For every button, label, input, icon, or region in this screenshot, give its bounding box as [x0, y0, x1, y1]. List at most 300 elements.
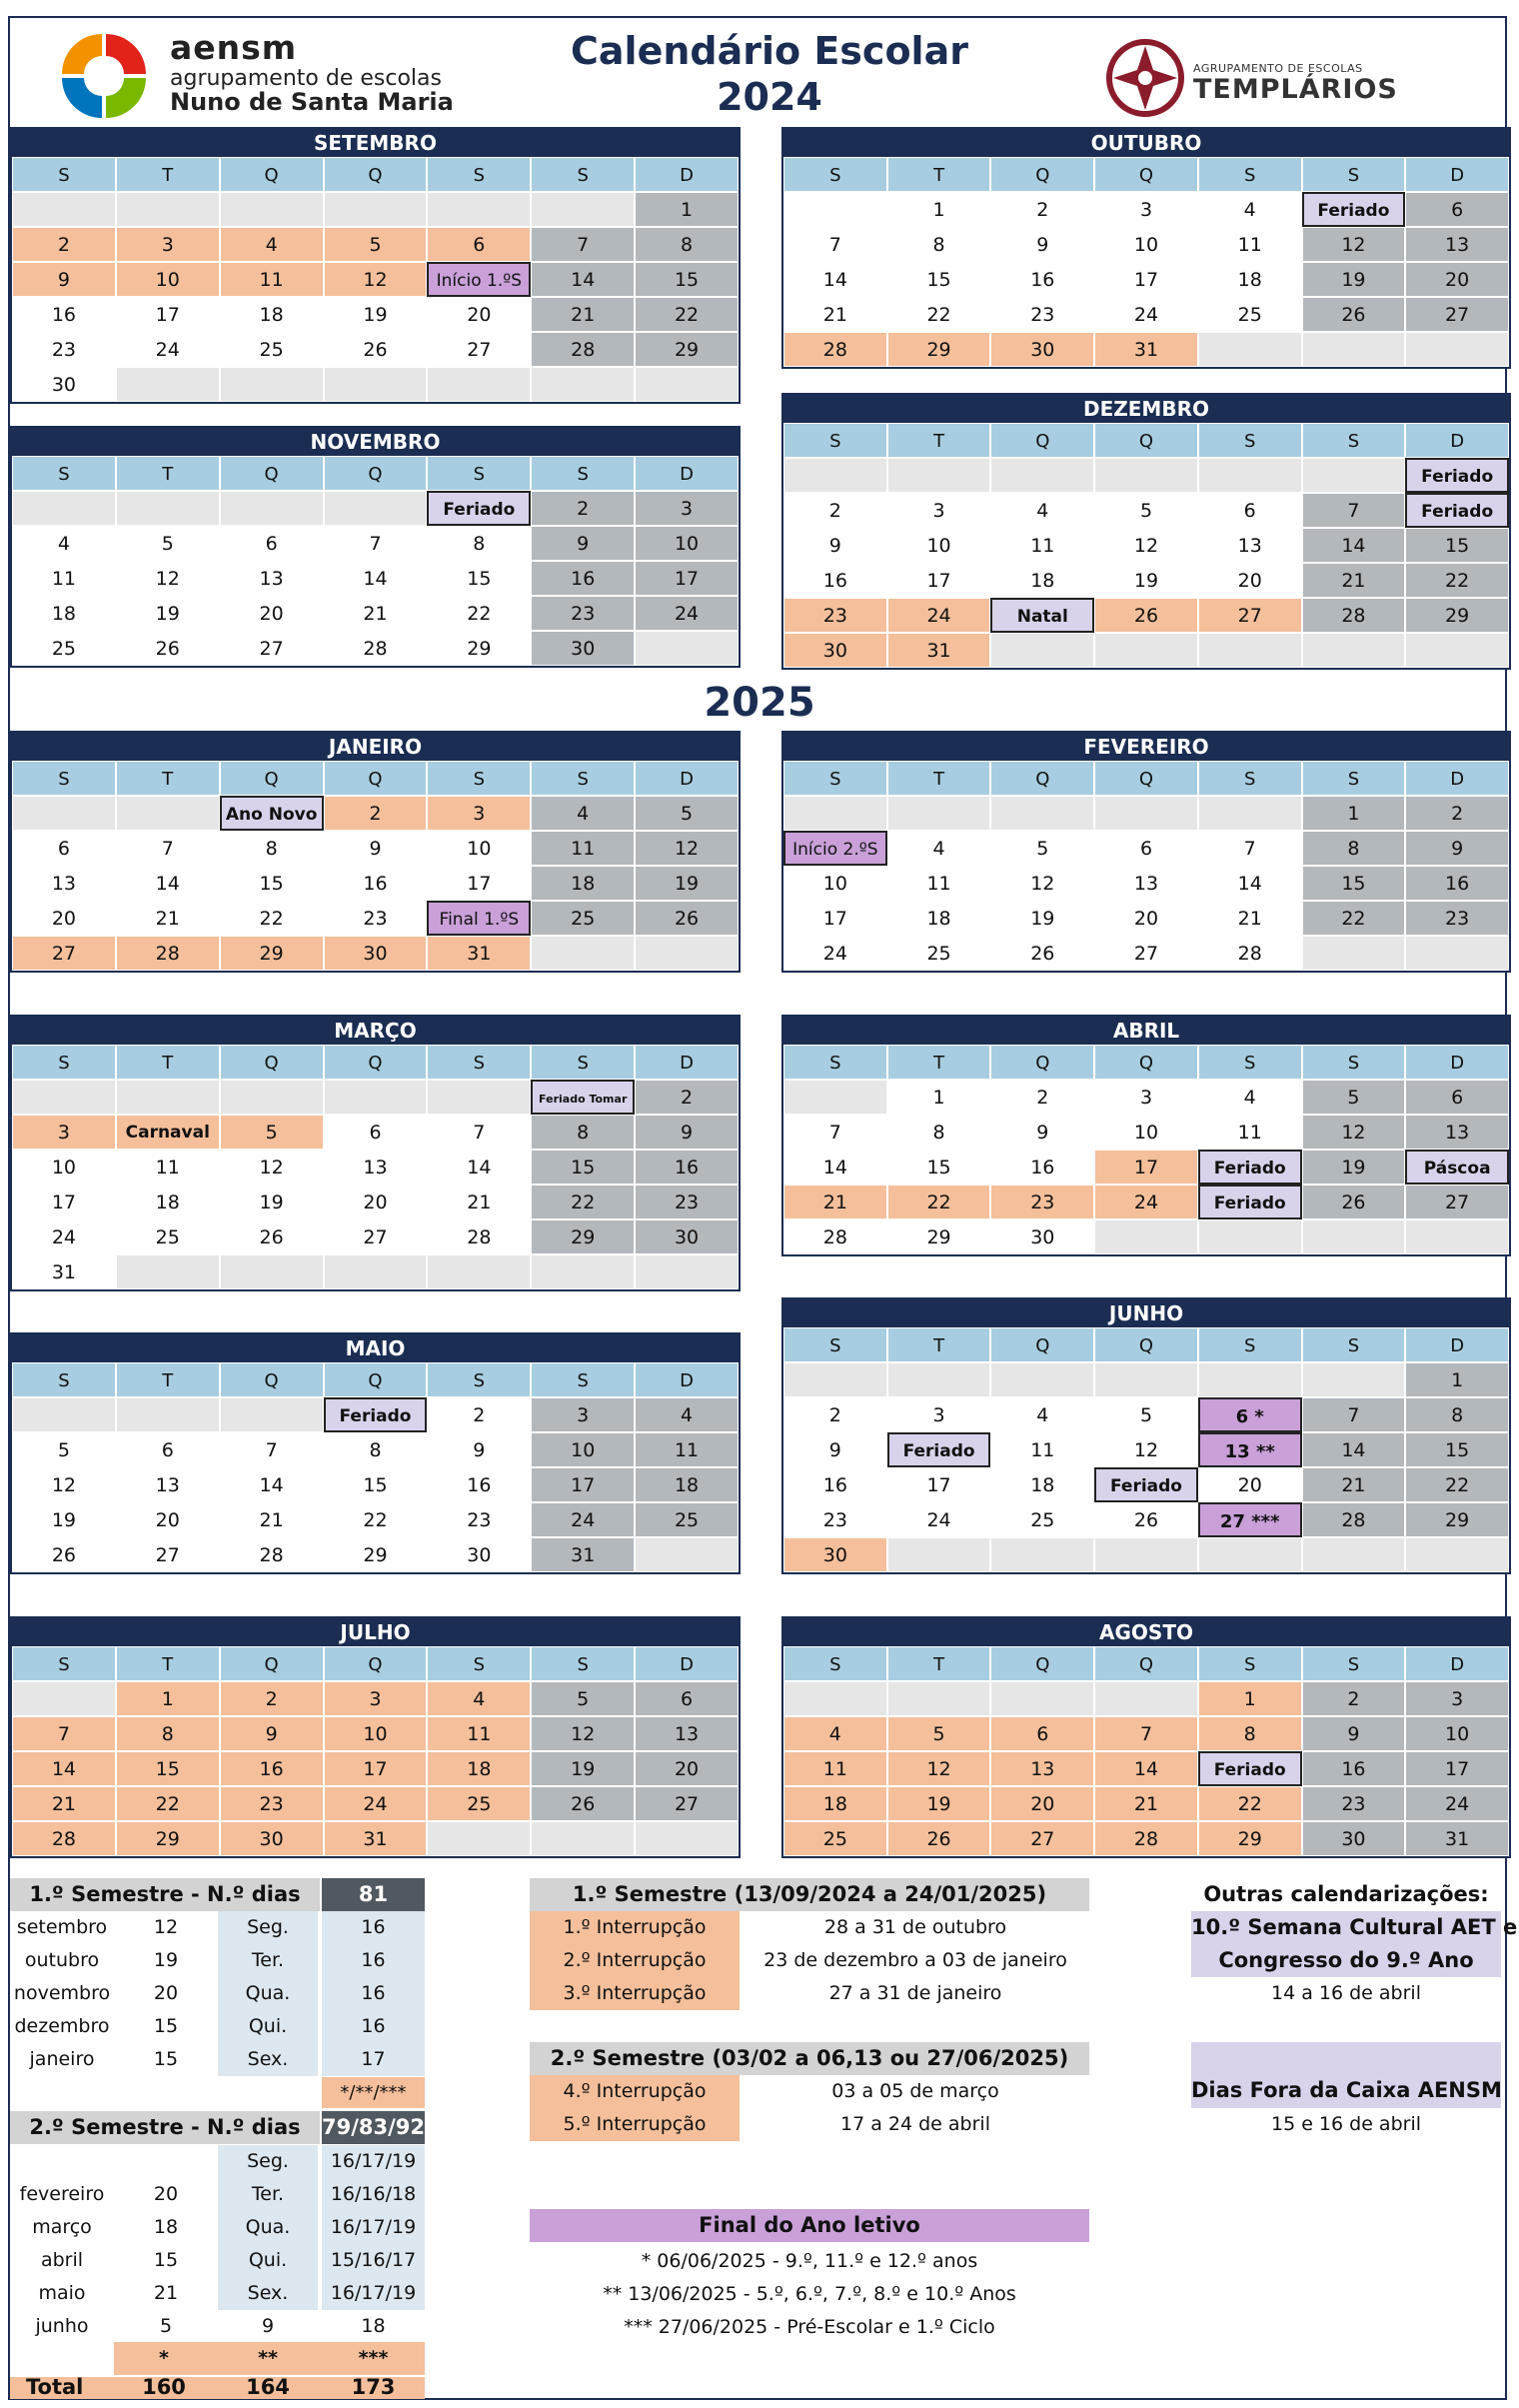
- day-cell: 13: [116, 1467, 220, 1502]
- day-cell: 18: [220, 297, 324, 332]
- empty-day-cell: [220, 1080, 324, 1115]
- day-cell: 5: [220, 1115, 324, 1150]
- day-cell: 15: [427, 561, 531, 596]
- day-cell: 18: [887, 901, 991, 936]
- semester2-first-weekday: Seg.: [218, 2145, 318, 2178]
- day-cell: 6: [220, 526, 324, 561]
- day-cell: 10: [427, 831, 531, 866]
- weekday-header: T: [887, 1646, 991, 1681]
- day-cell: 7: [1094, 1716, 1198, 1751]
- day-cell: 22: [1302, 901, 1406, 936]
- day-cell: 6: [1198, 493, 1302, 528]
- day-cell: 16: [1405, 866, 1509, 901]
- day-cell: 16: [990, 1150, 1094, 1185]
- weekday-header: T: [887, 157, 991, 192]
- day-cell: 30: [990, 1219, 1094, 1254]
- weekday-header: T: [116, 1045, 220, 1080]
- day-cell: 6: [12, 831, 116, 866]
- month-setembro: [10, 127, 741, 404]
- day-cell: 17: [635, 561, 739, 596]
- day-cell: 6: [324, 1115, 428, 1150]
- day-cell: 27: [220, 631, 324, 666]
- other-event1-line1: 10.º Semana Cultural AET e: [1191, 1915, 1518, 1939]
- day-cell: 29: [1405, 598, 1509, 633]
- day-cell: 18: [635, 1467, 739, 1502]
- weekday-header: D: [635, 456, 739, 491]
- day-cell: 28: [531, 332, 635, 367]
- day-cell: 24: [887, 1502, 991, 1537]
- weekday-header: D: [635, 157, 739, 192]
- day-cell: 17: [887, 563, 991, 598]
- day-cell: 10: [783, 866, 887, 901]
- month-title-novembro: NOVEMBRO: [12, 428, 739, 456]
- day-cell: 26: [990, 936, 1094, 971]
- weekday-header: Q: [220, 1646, 324, 1681]
- weekday-header: S: [1198, 1327, 1302, 1362]
- day-cell: 23: [990, 1185, 1094, 1219]
- day-cell: 16: [12, 297, 116, 332]
- day-cell: 21: [324, 596, 428, 631]
- empty-day-cell: [12, 1397, 116, 1432]
- day-cell: 11: [887, 866, 991, 901]
- s1-month-days: 12: [153, 1916, 179, 1938]
- empty-day-cell: [1198, 458, 1302, 493]
- day-cell: 20: [427, 297, 531, 332]
- day-cell: 6: [116, 1432, 220, 1467]
- day-cell: 7: [220, 1432, 324, 1467]
- day-cell: 29: [324, 1537, 428, 1572]
- s2-weekday-count: 15/16/17: [322, 2244, 425, 2277]
- day-cell: 26: [1302, 1185, 1406, 1219]
- weekday-header: S: [531, 1646, 635, 1681]
- s1-weekday-count: 17: [322, 2043, 425, 2076]
- month-title-fevereiro: FEVEREIRO: [783, 733, 1509, 761]
- month-janeiro: [10, 731, 741, 973]
- day-cell: Feriado: [1405, 493, 1509, 528]
- day-cell: 29: [427, 631, 531, 666]
- empty-day-cell: [324, 192, 428, 227]
- month-grid-outubro: [783, 157, 1509, 367]
- weekday-header: Q: [324, 157, 428, 192]
- day-cell: 29: [220, 936, 324, 971]
- empty-day-cell: [635, 367, 739, 402]
- day-cell: 2: [1405, 796, 1509, 831]
- day-cell: 6: [635, 1681, 739, 1716]
- day-cell: 17: [783, 901, 887, 936]
- day-cell: 2: [1302, 1681, 1406, 1716]
- weekday-header: S: [427, 157, 531, 192]
- day-cell: 5: [324, 227, 428, 262]
- s2-weekday: Qui.: [218, 2244, 318, 2277]
- day-cell: 3: [531, 1397, 635, 1432]
- month-title-janeiro: JANEIRO: [12, 733, 739, 761]
- day-cell: 22: [1198, 1786, 1302, 1821]
- day-cell: 29: [887, 1219, 991, 1254]
- day-cell: 5: [990, 831, 1094, 866]
- day-cell: 16: [531, 561, 635, 596]
- day-cell: 30: [635, 1219, 739, 1254]
- day-cell: 6 *: [1198, 1397, 1302, 1432]
- month-grid-junho: [783, 1327, 1509, 1572]
- semester1-stars: */**/***: [322, 2077, 425, 2108]
- empty-day-cell: [1302, 1219, 1406, 1254]
- empty-day-cell: [427, 192, 531, 227]
- s1-weekday: Ter.: [218, 1944, 318, 1977]
- month-julho: [10, 1616, 741, 1858]
- day-cell: 19: [887, 1786, 991, 1821]
- other-event1-box: [1191, 1911, 1518, 1977]
- day-cell: 2: [990, 1080, 1094, 1115]
- s1-weekday-count: 16: [322, 2010, 425, 2043]
- day-cell: 18: [427, 1751, 531, 1786]
- interruption-label: 5.º Interrupção: [530, 2108, 740, 2141]
- day-cell: 22: [220, 901, 324, 936]
- day-cell: 20: [635, 1751, 739, 1786]
- day-cell: 7: [783, 1115, 887, 1150]
- day-cell: 20: [1198, 1467, 1302, 1502]
- day-cell: 12: [116, 561, 220, 596]
- weekday-header: T: [887, 761, 991, 796]
- day-cell: 12: [635, 831, 739, 866]
- month-novembro: [10, 426, 741, 668]
- day-cell: 7: [427, 1115, 531, 1150]
- weekday-header: S: [427, 1646, 531, 1681]
- empty-day-cell: [1405, 936, 1509, 971]
- s2-weekday: Ter.: [218, 2178, 318, 2211]
- day-cell: 1: [887, 192, 991, 227]
- day-cell: 25: [1198, 297, 1302, 332]
- day-cell: 8: [1198, 1716, 1302, 1751]
- day-cell: 31: [12, 1254, 116, 1289]
- day-cell: Ano Novo: [220, 796, 324, 831]
- title-block: [430, 28, 1109, 120]
- interruption-dates: 03 a 05 de março: [831, 2080, 999, 2102]
- s1-weekday: Sex.: [218, 2043, 318, 2076]
- day-cell: 2: [531, 491, 635, 526]
- weekday-header: S: [531, 1362, 635, 1397]
- empty-day-cell: [1094, 1219, 1198, 1254]
- day-cell: 14: [783, 1150, 887, 1185]
- day-cell: 8: [635, 227, 739, 262]
- empty-day-cell: [1094, 1362, 1198, 1397]
- day-cell: 4: [1198, 1080, 1302, 1115]
- empty-day-cell: [116, 1397, 220, 1432]
- month-grid-julho: [12, 1646, 739, 1856]
- day-cell: 12: [990, 866, 1094, 901]
- weekday-header: Q: [990, 1646, 1094, 1681]
- total-2: 164: [246, 2375, 290, 2399]
- total-1: 160: [142, 2375, 186, 2399]
- day-cell: 31: [1405, 1821, 1509, 1856]
- interruption-dates: 23 de dezembro a 03 de janeiro: [763, 1949, 1067, 1971]
- day-cell: 9: [635, 1115, 739, 1150]
- weekday-header: Q: [1094, 157, 1198, 192]
- day-cell: 4: [12, 526, 116, 561]
- s2-weekday: Qua.: [218, 2211, 318, 2244]
- empty-day-cell: [427, 1080, 531, 1115]
- empty-day-cell: [220, 1397, 324, 1432]
- day-cell: 1: [1302, 796, 1406, 831]
- day-cell: 3: [12, 1115, 116, 1150]
- month-agosto: [781, 1616, 1511, 1858]
- day-cell: 21: [116, 901, 220, 936]
- month-title-marco: MARÇO: [12, 1017, 739, 1045]
- empty-day-cell: [324, 367, 428, 402]
- day-cell: 9: [531, 526, 635, 561]
- day-cell: 15: [324, 1467, 428, 1502]
- end-of-year-line-2: ** 13/06/2025 - 5.º, 6.º, 7.º, 8.º e 10.º Anos: [603, 2283, 1016, 2305]
- day-cell: 13: [990, 1751, 1094, 1786]
- day-cell: 4: [635, 1397, 739, 1432]
- day-cell: 13: [635, 1716, 739, 1751]
- day-cell: 20: [990, 1786, 1094, 1821]
- day-cell: 11: [1198, 227, 1302, 262]
- star-label-3: ***: [358, 2347, 389, 2369]
- day-cell: 26: [1094, 598, 1198, 633]
- day-cell: 18: [531, 866, 635, 901]
- empty-day-cell: [990, 633, 1094, 668]
- day-cell: 27 ***: [1198, 1502, 1302, 1537]
- empty-day-cell: [427, 1821, 531, 1856]
- day-cell: 19: [116, 596, 220, 631]
- day-cell: 15: [887, 1150, 991, 1185]
- weekday-header: Q: [990, 423, 1094, 458]
- day-cell: 30: [783, 633, 887, 668]
- day-cell: 10: [12, 1150, 116, 1185]
- weekday-header: T: [116, 456, 220, 491]
- templarios-logo-name: TEMPLÁRIOS: [1193, 74, 1398, 105]
- interruption-label: 3.º Interrupção: [530, 1977, 740, 2010]
- day-cell: 23: [427, 1502, 531, 1537]
- empty-day-cell: [1198, 1219, 1302, 1254]
- empty-day-cell: [1302, 458, 1406, 493]
- day-cell: 20: [324, 1185, 428, 1219]
- day-cell: 7: [1198, 831, 1302, 866]
- day-cell: 19: [1302, 1150, 1406, 1185]
- year-2024: 2024: [717, 75, 822, 119]
- day-cell: 8: [116, 1716, 220, 1751]
- day-cell: 17: [116, 297, 220, 332]
- weekday-header: D: [1405, 423, 1509, 458]
- empty-day-cell: [116, 1254, 220, 1289]
- day-cell: 26: [635, 901, 739, 936]
- day-cell: 17: [1094, 262, 1198, 297]
- day-cell: 25: [220, 332, 324, 367]
- day-cell: 27: [1198, 598, 1302, 633]
- day-cell: 4: [531, 796, 635, 831]
- day-cell: 14: [324, 561, 428, 596]
- day-cell: 30: [990, 332, 1094, 367]
- day-cell: 7: [116, 831, 220, 866]
- day-cell: 21: [427, 1185, 531, 1219]
- empty-day-cell: [531, 936, 635, 971]
- logo-text-school-name: Nuno de Santa Maria: [170, 88, 454, 116]
- day-cell: 17: [531, 1467, 635, 1502]
- day-cell: Feriado Tomar: [531, 1080, 635, 1115]
- day-cell: 5: [531, 1681, 635, 1716]
- empty-day-cell: [990, 1681, 1094, 1716]
- weekday-header: S: [531, 456, 635, 491]
- day-cell: 1: [1198, 1681, 1302, 1716]
- day-cell: 17: [887, 1467, 991, 1502]
- day-cell: 27: [990, 1821, 1094, 1856]
- empty-day-cell: [887, 1681, 991, 1716]
- day-cell: 5: [887, 1716, 991, 1751]
- semester2-first-count: 16/17/19: [322, 2145, 425, 2178]
- day-cell: 1: [1405, 1362, 1509, 1397]
- day-cell: 27: [116, 1537, 220, 1572]
- day-cell: 28: [783, 332, 887, 367]
- weekday-header: Q: [220, 761, 324, 796]
- empty-day-cell: [1302, 1362, 1406, 1397]
- month-grid-marco: [12, 1045, 739, 1289]
- empty-day-cell: [1094, 1681, 1198, 1716]
- other-event1-line2: Congresso do 9.º Ano: [1218, 1948, 1474, 1972]
- empty-day-cell: [990, 458, 1094, 493]
- other-event2: Dias Fora da Caixa AENSM: [1191, 2042, 1501, 2108]
- day-cell: 18: [783, 1786, 887, 1821]
- empty-day-cell: [12, 491, 116, 526]
- logo-text-agrupamento: agrupamento de escolas: [170, 66, 442, 91]
- day-cell: 25: [12, 631, 116, 666]
- day-cell: 24: [887, 598, 991, 633]
- weekday-header: S: [12, 761, 116, 796]
- day-cell: 10: [635, 526, 739, 561]
- weekday-header: Q: [220, 456, 324, 491]
- weekday-header: Q: [1094, 1327, 1198, 1362]
- empty-day-cell: [12, 1080, 116, 1115]
- day-cell: 28: [220, 1537, 324, 1572]
- day-cell: 4: [990, 1397, 1094, 1432]
- day-cell: 21: [12, 1786, 116, 1821]
- weekday-header: Q: [324, 1045, 428, 1080]
- day-cell: 16: [990, 262, 1094, 297]
- weekday-header: S: [783, 1045, 887, 1080]
- weekday-header: S: [1198, 761, 1302, 796]
- s2-weekday-count: 16/16/18: [322, 2178, 425, 2211]
- empty-day-cell: [1094, 1537, 1198, 1572]
- interruption-label: 2.º Interrupção: [530, 1944, 740, 1977]
- day-cell: 2: [783, 1397, 887, 1432]
- interruption-label: 1.º Interrupção: [530, 1911, 740, 1944]
- month-title-junho: JUNHO: [783, 1299, 1509, 1327]
- day-cell: 8: [220, 831, 324, 866]
- day-cell: 8: [887, 1115, 991, 1150]
- day-cell: 30: [324, 936, 428, 971]
- day-cell: 2: [783, 493, 887, 528]
- month-dezembro: [781, 393, 1511, 670]
- templarios-logo: [1103, 28, 1463, 128]
- day-cell: 1: [887, 1080, 991, 1115]
- day-cell: 31: [531, 1537, 635, 1572]
- templarios-logo-caption: AGRUPAMENTO DE ESCOLAS: [1193, 62, 1363, 75]
- day-cell: 17: [324, 1751, 428, 1786]
- day-cell: 9: [427, 1432, 531, 1467]
- day-cell: 30: [12, 367, 116, 402]
- day-cell: Natal: [990, 598, 1094, 633]
- day-cell: 13: [12, 866, 116, 901]
- day-cell: Feriado: [1198, 1185, 1302, 1219]
- day-cell: 23: [990, 297, 1094, 332]
- empty-day-cell: [887, 796, 991, 831]
- weekday-header: Q: [324, 1362, 428, 1397]
- s2-month-name: abril: [40, 2249, 84, 2271]
- day-cell: 20: [220, 596, 324, 631]
- empty-day-cell: [220, 491, 324, 526]
- weekday-header: Q: [990, 761, 1094, 796]
- empty-day-cell: [220, 367, 324, 402]
- weekday-header: S: [12, 1646, 116, 1681]
- s2-month-days: 20: [153, 2183, 179, 2205]
- interruption-dates: 17 a 24 de abril: [840, 2113, 990, 2135]
- month-grid-dezembro: [783, 423, 1509, 668]
- weekday-header: S: [1302, 157, 1406, 192]
- semester2-period-title: 2.º Semestre (03/02 a 06,13 ou 27/06/2025): [530, 2042, 1089, 2075]
- weekday-header: T: [887, 423, 991, 458]
- s1-weekday: Qua.: [218, 1977, 318, 2010]
- weekday-header: T: [116, 157, 220, 192]
- empty-day-cell: [635, 936, 739, 971]
- s2-month-name: março: [32, 2216, 92, 2238]
- day-cell: 6: [990, 1716, 1094, 1751]
- day-cell: 15: [220, 866, 324, 901]
- weekday-header: Q: [324, 1646, 428, 1681]
- day-cell: 21: [531, 297, 635, 332]
- day-cell: 9: [1405, 831, 1509, 866]
- weekday-header: D: [635, 761, 739, 796]
- day-cell: 24: [635, 596, 739, 631]
- empty-day-cell: [1198, 796, 1302, 831]
- day-cell: 3: [1094, 1080, 1198, 1115]
- day-cell: 24: [324, 1786, 428, 1821]
- day-cell: 21: [1094, 1786, 1198, 1821]
- day-cell: 10: [1094, 1115, 1198, 1150]
- s1-month-days: 15: [153, 2048, 179, 2070]
- day-cell: 23: [1302, 1786, 1406, 1821]
- weekday-header: T: [116, 1646, 220, 1681]
- s2-month-name: fevereiro: [19, 2183, 105, 2205]
- star-label-2: **: [258, 2347, 278, 2369]
- day-cell: 13: [324, 1150, 428, 1185]
- calendar-header: [10, 18, 1505, 128]
- star-label-1: *: [159, 2347, 169, 2369]
- end-of-year-title: Final do Ano letivo: [530, 2209, 1089, 2242]
- empty-day-cell: [324, 1254, 428, 1289]
- s2-month-days: 18: [153, 2216, 179, 2238]
- day-cell: 13: [220, 561, 324, 596]
- weekday-header: S: [427, 1045, 531, 1080]
- day-cell: 21: [1198, 901, 1302, 936]
- day-cell: 11: [990, 528, 1094, 563]
- weekday-header: S: [783, 1646, 887, 1681]
- weekday-header: S: [531, 157, 635, 192]
- weekday-header: D: [635, 1646, 739, 1681]
- empty-day-cell: [1302, 1537, 1406, 1572]
- day-cell: 10: [531, 1432, 635, 1467]
- day-cell: 11: [220, 262, 324, 297]
- month-abril: [781, 1015, 1511, 1256]
- day-cell: 12: [1094, 528, 1198, 563]
- weekday-header: Q: [1094, 1646, 1198, 1681]
- s1-weekday: Seg.: [218, 1911, 318, 1944]
- day-cell: 21: [1302, 563, 1406, 598]
- weekday-header: S: [783, 157, 887, 192]
- empty-day-cell: [635, 1537, 739, 1572]
- day-cell: 4: [220, 227, 324, 262]
- weekday-header: Q: [990, 1327, 1094, 1362]
- weekday-header: S: [1198, 1646, 1302, 1681]
- empty-day-cell: [783, 796, 887, 831]
